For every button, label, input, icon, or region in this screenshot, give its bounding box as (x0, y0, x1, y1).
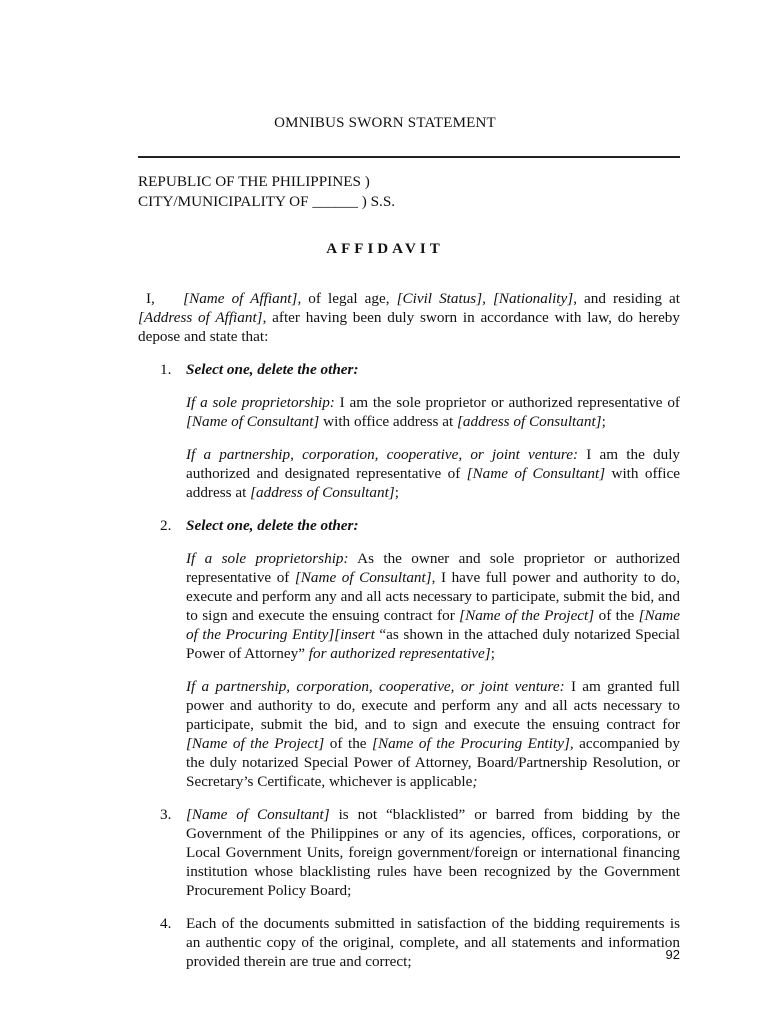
option-lead: If a sole proprietorship: (186, 550, 349, 567)
affidavit-heading: AFFIDAVIT (326, 241, 444, 257)
placeholder-consultant-name: [Name of Consultant] (186, 806, 330, 823)
intro-text-3: , after having been duly sworn in accordance with law, do hereby depose and state that: (138, 309, 680, 345)
list-item-2 (138, 516, 680, 791)
list-item-4 (138, 914, 680, 971)
placeholder-civil-status: [Civil Status] (396, 290, 483, 307)
item-instruction: Select one, delete the other: (186, 361, 359, 378)
title-divider (138, 156, 680, 158)
placeholder-authorized-rep: for authorized representative] (304, 645, 491, 662)
option-text: with office address at (319, 413, 457, 430)
item-text: Each of the documents submitted in satisfaction of the bidding requirements is an authentic copy of the original, complete, and all statements and information provided therein are true and correct; (186, 915, 680, 970)
intro-text-2: , and residing at (573, 290, 681, 307)
page-number: 92 (665, 947, 680, 962)
placeholder-consultant-address: [address of Consultant] (250, 484, 395, 501)
item-number: 1. (160, 361, 172, 378)
option-text: ; (394, 484, 399, 501)
item-number: 2. (160, 517, 172, 534)
placeholder-consultant-name: [Name of Consultant] (466, 465, 606, 482)
option-sole-proprietorship (186, 393, 680, 431)
option-partnership (186, 445, 680, 502)
item-text (186, 805, 680, 900)
placeholder-nationality: [Nationality] (493, 290, 574, 307)
option-text: As the owner and sole proprietor or authorized representative of (186, 550, 680, 586)
option-text: of the (324, 735, 373, 752)
placeholder-consultant-address: [address of Consultant] (456, 413, 602, 430)
placeholder-procuring-entity: [Name of the Procuring Entity][insert (186, 607, 680, 643)
option-text: with office address at (186, 465, 680, 501)
item-number: 4. (160, 915, 172, 932)
list-item-3 (138, 805, 680, 900)
option-lead: If a partnership, corporation, cooperative, or joint venture: (186, 678, 565, 695)
placeholder-project-name: [Name of the Project] (186, 735, 325, 752)
item-number: 3. (160, 806, 172, 823)
option-text: , I have full power and authority to do, execute and perform any and all acts necessary to participate, submit the bid, and to sign and execute the ensuing contract for (186, 569, 680, 624)
item-instruction: Select one, delete the other: (186, 517, 359, 534)
option-lead: If a sole proprietorship: (186, 394, 335, 411)
placeholder-consultant-name: [Name of Consultant] (186, 413, 320, 430)
venue-line-city: CITY/MUNICIPALITY OF ______ ) S.S. (138, 193, 396, 210)
option-text: “as shown in the attached duly notarized Special Power of Attorney” (186, 626, 680, 662)
placeholder-procuring-entity: [Name of the Procuring Entity] (372, 735, 570, 752)
option-text: ; (472, 773, 478, 790)
option-text: I am the duly authorized and designated representative of (186, 446, 681, 482)
option-text: of the (594, 607, 639, 624)
placeholder-consultant-name: [Name of Consultant] (294, 569, 432, 586)
venue-line-republic: REPUBLIC OF THE PHILIPPINES ) (138, 173, 370, 190)
placeholder-project-name: [Name of the Project] (459, 607, 595, 624)
option-text: I am granted full power and authority to do, execute and perform any and all acts necessary to participate, submit the bid, and to sign and execute the ensuing contract for (186, 678, 680, 733)
item-body: is not “blacklisted” or barred from bidding by the Government of the Philippines or any of its agencies, offices, corporations, or Local Government Units, foreign government/foreign or international financing institution whose blacklisting rules have been recognized by the Government Procurement Policy Board; (186, 806, 680, 899)
option-text: , accompanied by the duly notarized Special Power of Attorney, Board/Partnership Resolution, or Secretary’s Certificate, whichever is applicable (186, 735, 680, 790)
option-lead: If a partnership, corporation, cooperative, or joint venture: (186, 446, 579, 463)
option-text: ; (601, 413, 606, 430)
list-item-1 (138, 360, 680, 502)
option-text: ; (490, 645, 495, 662)
intro-comma: , (482, 290, 486, 307)
placeholder-affiant-name: [Name of Affiant] (183, 290, 298, 307)
option-partnership (186, 677, 680, 791)
option-sole-proprietorship (186, 549, 680, 663)
venue-block (138, 172, 395, 212)
document-title: OMNIBUS SWORN STATEMENT (274, 115, 496, 131)
option-text: I am the sole proprietor or authorized representative of (334, 394, 680, 411)
intro-text-1: , of legal age, (297, 290, 390, 307)
intro-i: I, (146, 290, 155, 307)
intro-paragraph (138, 289, 680, 346)
placeholder-affiant-address: [Address of Affiant] (138, 309, 263, 326)
affidavit-body (138, 289, 680, 971)
